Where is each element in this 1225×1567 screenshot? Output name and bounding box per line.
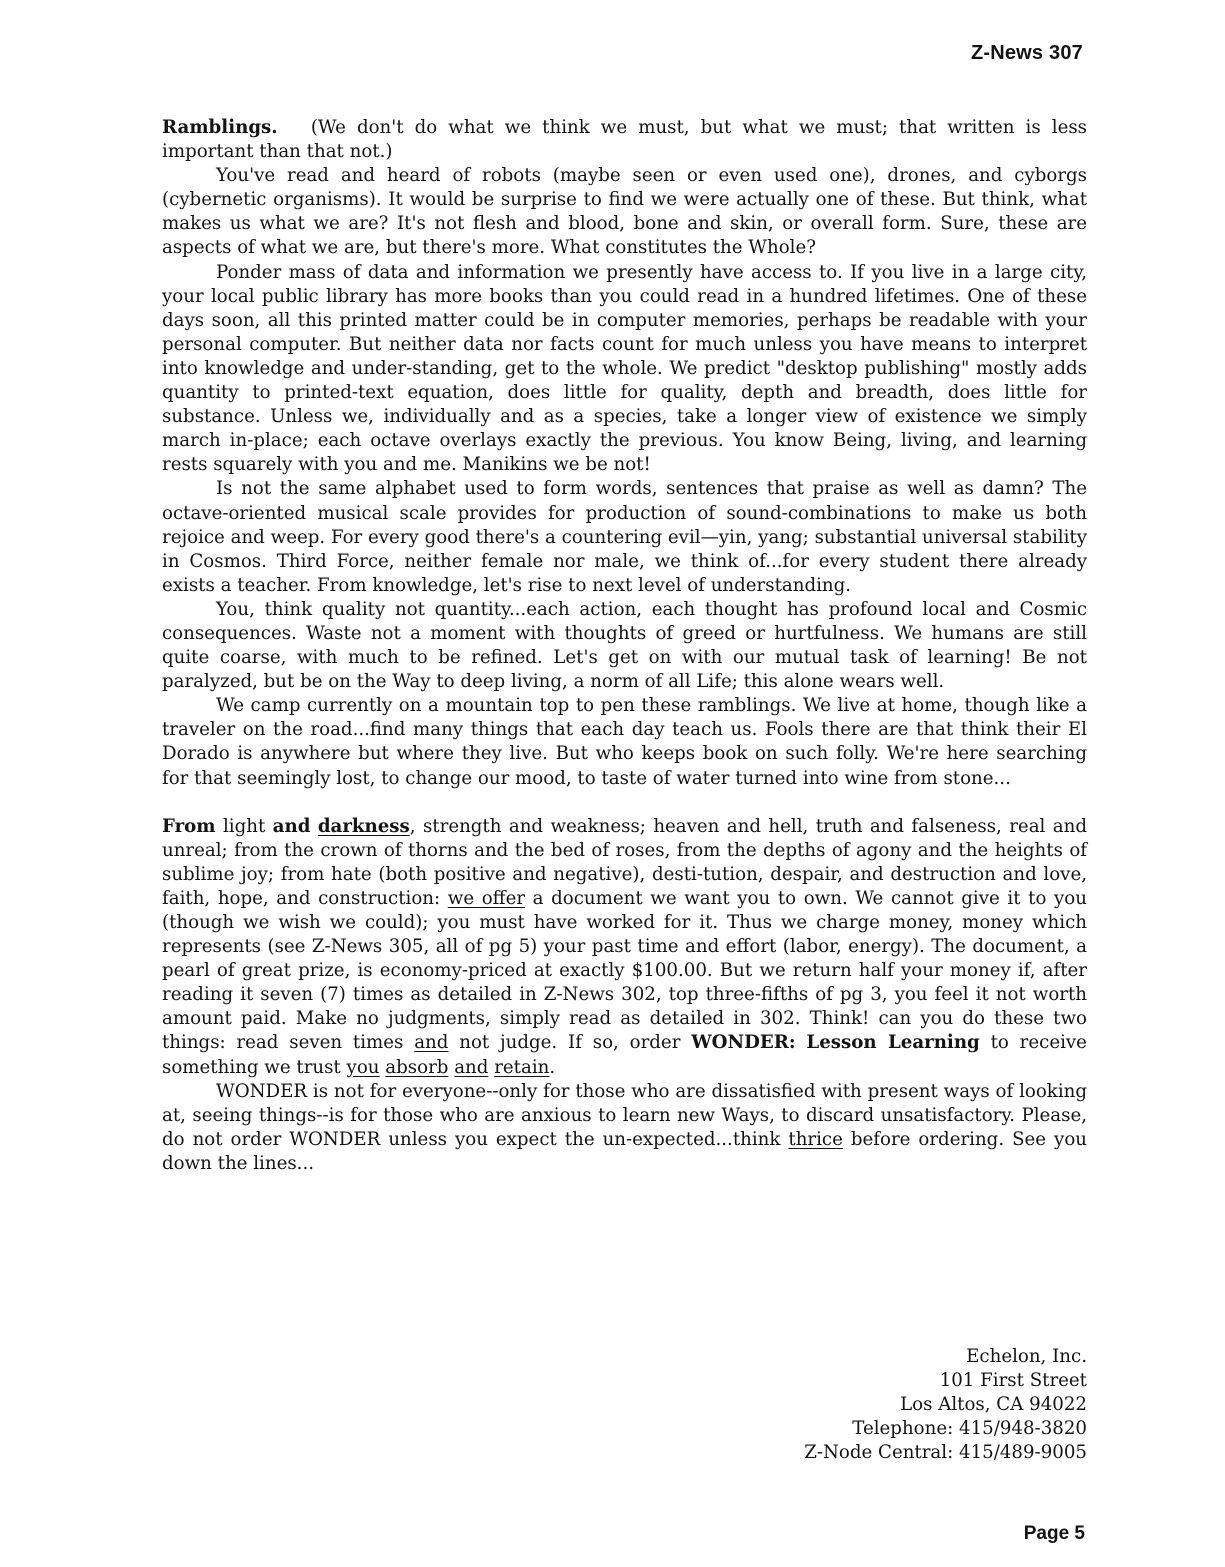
- offer-lesson-learning: Lesson Learning: [806, 1032, 980, 1054]
- closing-text-2: before ordering. See you down the lines...: [162, 1128, 1087, 1174]
- offer-light: light: [222, 815, 266, 837]
- offer-absorb: absorb: [385, 1056, 449, 1078]
- article-body: [162, 116, 1087, 1176]
- offer-text-3: not judge. If so, order: [459, 1032, 681, 1054]
- offer-and-underlined: and: [414, 1032, 449, 1054]
- paragraph-closing: [162, 1080, 1087, 1176]
- ramblings-heading: Ramblings.: [162, 117, 278, 138]
- paragraph-mountain: We camp currently on a mountain top to pen these ramblings. We live at home, though like a traveler on the road...find many things that each day teach us. Fools there are that think their El Dorado is anywhere but where they live. But who keeps book on such folly. We're here searching for that seemingly lost, to change our mood, to taste of water turned into wine from stone...: [162, 695, 1087, 789]
- offer-and: and: [272, 815, 311, 837]
- paragraph-alphabet: Is not the same alphabet used to form words, sentences that praise as well as damn? The octave-oriented musical scale provides for production of sound-combinations to make us both rejoice and weep. For every good there's a countering evil—yin, yang; substantial universal stability in Cosmos. Third Force, neither female nor male, we think of...for every student there already exists a teacher. From knowledge, let's rise to next level of understanding.: [162, 478, 1087, 596]
- address-city: Los Altos, CA 94022: [900, 1394, 1087, 1416]
- offer-retain: retain: [494, 1056, 550, 1078]
- offer-and-2: and: [454, 1056, 489, 1078]
- address-street: 101 First Street: [939, 1370, 1087, 1392]
- offer-period: .: [549, 1056, 556, 1078]
- offer-you: you: [346, 1056, 380, 1078]
- paragraph-robots: You've read and heard of robots (maybe seen or even used one), drones, and cyborgs (cybernetic organisms). It would be surprise to find we were actually one of these. But think, what makes us what we are? It's not flesh and blood, bone and skin, or overall form. Sure, these are aspects of what we are, but there's more. What constitutes the Whole?: [162, 165, 1087, 259]
- offer-text-2: a document we want you to own. We cannot give it to you (though we wish we could); you must have worked for it. Thus we charge money, money which represents (see Z-News 305, all of pg 5) your past time and effort (labor, energy). The document, a pearl of great prize, is economy-priced at exactly $100.00. But we return half your money if, after reading it seven (7) times as detailed in Z-News 302, top three-fifths of pg 3, you feel it not worth amount paid. Make no judgments, simply read as detailed in 302. Think! can you do these two things: read seven times: [162, 887, 1087, 1054]
- company-address: [804, 1345, 1087, 1465]
- page-number: Page 5: [1023, 1523, 1085, 1544]
- offer-wonder: WONDER:: [691, 1032, 796, 1054]
- ramblings-intro: [162, 116, 1087, 164]
- closing-thrice: thrice: [788, 1128, 843, 1150]
- page-header-title: Z-News 307: [970, 42, 1083, 64]
- offer-text-1: , strength and weakness; heaven and hell, truth and falseness, real and unreal; from the crown of thorns and the bed of roses, from the depths of agony and the heights of sublime joy; from hate (both positive and negative), desti-tution, despair, and destruction and love, faith, hope, and construction:: [162, 815, 1087, 909]
- paragraph-offer: [162, 815, 1087, 1080]
- address-znode: Z-Node Central: 415/489-9005: [804, 1442, 1087, 1464]
- offer-we-offer: we offer: [447, 887, 526, 909]
- offer-text-4: to receive something we trust: [162, 1032, 1087, 1078]
- address-telephone: Telephone: 415/948-3820: [852, 1418, 1087, 1440]
- offer-darkness: darkness: [317, 815, 410, 837]
- offer-from: From: [162, 815, 216, 837]
- ramblings-intro-text: (We don't do what we think we must, but what we must; that written is less important than that not.): [162, 117, 1087, 163]
- address-company: Echelon, Inc.: [966, 1346, 1087, 1367]
- closing-text-1: WONDER is not for everyone--only for those who are dissatisfied with present ways of looking at, seeing things--is for those who are anxious to learn new Ways, to discard unsatisfactory. Please, do not order WONDER unless you expect the un-expected...think: [162, 1080, 1087, 1150]
- paragraph-quality: You, think quality not quantity...each action, each thought has profound local and Cosmic consequences. Waste not a moment with thoughts of greed or hurtfulness. We humans are still quite coarse, with much to be refined. Let's get on with our mutual task of learning! Be not paralyzed, but be on the Way to deep living, a norm of all Life; this alone wears well.: [162, 598, 1087, 693]
- paragraph-data: Ponder mass of data and information we presently have access to. If you live in a large city, your local public library has more books than you could read in a hundred lifetimes. One of these days soon, all this printed matter could be in computer memories, perhaps be readable with your personal computer. But neither data nor facts count for much unless you have means to interpret into knowledge and under-standing, get to the whole. We predict "desktop publishing" mostly adds quantity to printed-text equation, does little for quality, depth and breadth, does little for substance. Unless we, individually and as a species, take a longer view of existence we simply march in-place; each octave overlays exactly the previous. You know Being, living, and learning rests squarely with you and me. Manikins we be not!: [162, 261, 1087, 476]
